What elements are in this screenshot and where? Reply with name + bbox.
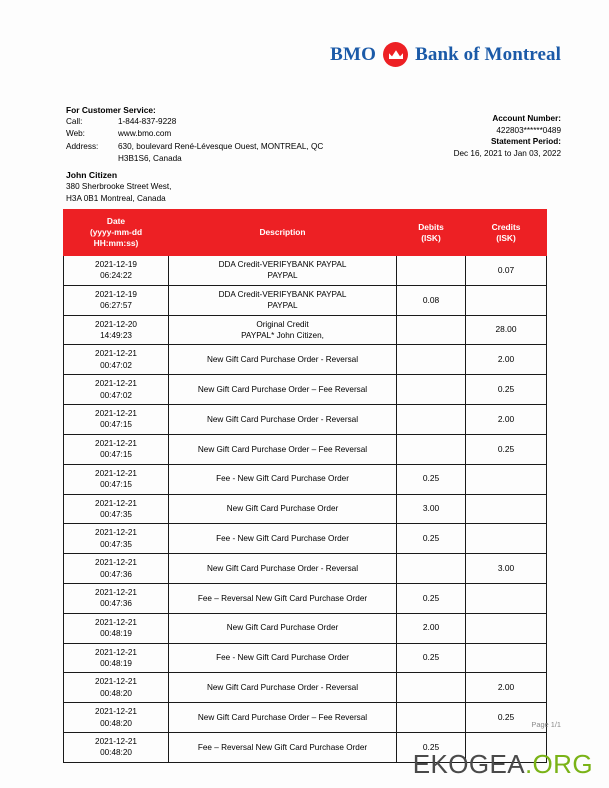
transactions-table xyxy=(63,209,547,763)
date-line-2: 00:48:20 xyxy=(100,718,132,728)
cell-description xyxy=(169,703,397,733)
date-line-1: 2021-12-21 xyxy=(95,438,137,448)
cell-credit xyxy=(466,494,547,524)
web-label: Web: xyxy=(66,129,85,139)
cell-description xyxy=(169,733,397,763)
date-line-2: 00:47:15 xyxy=(100,450,132,460)
bmo-roundel-icon xyxy=(383,42,408,67)
cell-description xyxy=(169,345,397,375)
cell-date xyxy=(64,524,169,554)
cell-debit: 3.00 xyxy=(397,494,466,524)
cell-debit xyxy=(397,345,466,375)
cell-description xyxy=(169,315,397,345)
table-row xyxy=(64,583,547,613)
description-line-1: Fee – Reversal New Gift Card Purchase Order xyxy=(197,742,368,752)
date-line-1: 2021-12-20 xyxy=(95,319,137,329)
cell-date xyxy=(64,464,169,494)
column-header-date xyxy=(64,210,169,256)
date-line-2: 00:47:36 xyxy=(100,569,132,579)
description-line-1: New Gift Card Purchase Order – Fee Reversal xyxy=(197,712,368,722)
date-header-line-3: HH:mm:ss) xyxy=(93,238,139,248)
date-line-1: 2021-12-21 xyxy=(95,617,137,627)
cell-credit xyxy=(466,285,547,315)
table-row xyxy=(64,285,547,315)
description-line-1: New Gift Card Purchase Order xyxy=(226,504,339,514)
customer-address-line-1: 380 Sherbrooke Street West, xyxy=(66,182,172,192)
watermark xyxy=(413,749,593,780)
contact-row-call xyxy=(66,116,323,128)
date-line-1: 2021-12-21 xyxy=(95,409,137,419)
cell-credit xyxy=(466,613,547,643)
date-line-2: 06:24:22 xyxy=(100,271,132,281)
date-line-2: 00:48:19 xyxy=(100,658,132,668)
address-label: Address: xyxy=(66,141,99,151)
cell-date xyxy=(64,703,169,733)
date-line-2: 00:47:15 xyxy=(100,420,132,430)
cell-description xyxy=(169,673,397,703)
cell-description xyxy=(169,583,397,613)
table-row xyxy=(64,315,547,345)
bmo-logo xyxy=(330,42,561,67)
cell-debit xyxy=(397,405,466,435)
cell-date xyxy=(64,643,169,673)
cell-debit xyxy=(397,673,466,703)
date-line-2: 00:48:20 xyxy=(100,748,132,758)
date-line-1: 2021-12-21 xyxy=(95,349,137,359)
transactions-table-body xyxy=(64,256,547,763)
cell-credit: 0.07 xyxy=(466,256,547,286)
cell-debit: 0.25 xyxy=(397,643,466,673)
cell-debit: 0.25 xyxy=(397,464,466,494)
cell-credit xyxy=(466,583,547,613)
cell-credit xyxy=(466,464,547,494)
date-line-1: 2021-12-21 xyxy=(95,558,137,568)
bmo-name-text: Bank of Montreal xyxy=(415,43,561,65)
date-line-2: 00:47:36 xyxy=(100,599,132,609)
table-row xyxy=(64,703,547,733)
description-line-1: New Gift Card Purchase Order - Reversal xyxy=(206,683,359,693)
watermark-tld: .ORG xyxy=(524,749,593,779)
table-row xyxy=(64,405,547,435)
cell-debit xyxy=(397,554,466,584)
debits-header-line-2: (ISK) xyxy=(421,232,441,243)
description-line-1: New Gift Card Purchase Order xyxy=(226,623,339,633)
description-line-1: New Gift Card Purchase Order - Reversal xyxy=(206,414,359,424)
cell-debit: 0.08 xyxy=(397,285,466,315)
table-row xyxy=(64,554,547,584)
description-line-1: Fee - New Gift Card Purchase Order xyxy=(216,474,349,484)
date-line-2: 00:48:20 xyxy=(100,688,132,698)
date-header-line-1: Date xyxy=(106,216,126,226)
table-row xyxy=(64,673,547,703)
cell-description xyxy=(169,434,397,464)
cell-date xyxy=(64,285,169,315)
description-line-1: Fee – Reversal New Gift Card Purchase Order xyxy=(197,593,368,603)
cell-date xyxy=(64,583,169,613)
description-line-1: New Gift Card Purchase Order – Fee Reversal xyxy=(197,384,368,394)
statement-period-label: Statement Period: xyxy=(490,137,561,147)
address-line-2: H3B1S6, Canada xyxy=(118,153,182,163)
cell-credit: 0.25 xyxy=(466,375,547,405)
cell-credit: 2.00 xyxy=(466,405,547,435)
bmo-abbr-text: BMO xyxy=(330,43,377,65)
table-header-row xyxy=(64,210,547,256)
cell-date xyxy=(64,345,169,375)
date-line-1: 2021-12-21 xyxy=(95,379,137,389)
account-number-value: 422803******0489 xyxy=(496,125,561,135)
date-line-1: 2021-12-19 xyxy=(95,289,137,299)
cell-credit: 0.25 xyxy=(466,703,547,733)
cell-credit xyxy=(466,524,547,554)
cell-debit xyxy=(397,315,466,345)
cell-debit xyxy=(397,703,466,733)
statement-period-value: Dec 16, 2021 to Jan 03, 2022 xyxy=(453,148,561,158)
cell-date xyxy=(64,733,169,763)
description-line-2: PAYPAL* John Citizen, xyxy=(241,331,324,341)
table-row xyxy=(64,345,547,375)
cell-date xyxy=(64,315,169,345)
column-header-debits xyxy=(397,210,466,256)
date-line-1: 2021-12-19 xyxy=(95,260,137,269)
date-header-line-2: (yyyy-mm-dd xyxy=(89,227,143,237)
date-line-1: 2021-12-21 xyxy=(95,498,137,508)
credits-header-line-1: Credits xyxy=(491,221,521,232)
column-header-credits xyxy=(466,210,547,256)
table-row xyxy=(64,643,547,673)
table-row xyxy=(64,613,547,643)
cell-credit: 28.00 xyxy=(466,315,547,345)
cell-description xyxy=(169,494,397,524)
description-line-1: DDA Credit-VERIFYBANK PAYPAL xyxy=(218,260,347,269)
customer-name: John Citizen xyxy=(66,170,118,181)
cell-debit xyxy=(397,375,466,405)
date-line-2: 06:27:57 xyxy=(100,301,132,311)
page-number: Page 1/1 xyxy=(531,720,561,729)
call-value: 1-844-837-9228 xyxy=(118,117,177,127)
table-row xyxy=(64,524,547,554)
account-info-block xyxy=(454,113,561,159)
date-line-2: 00:47:15 xyxy=(100,480,132,490)
description-line-1: Fee - New Gift Card Purchase Order xyxy=(216,653,349,663)
cell-date xyxy=(64,375,169,405)
web-value[interactable]: www.bmo.com xyxy=(118,129,172,139)
description-line-1: New Gift Card Purchase Order – Fee Reversal xyxy=(197,444,368,454)
column-header-description: Description xyxy=(169,210,397,256)
description-line-1: Original Credit xyxy=(256,319,309,329)
cell-debit: 0.25 xyxy=(397,524,466,554)
description-line-2: PAYPAL xyxy=(267,271,298,281)
date-line-2: 00:47:35 xyxy=(100,539,132,549)
date-line-2: 14:49:23 xyxy=(100,331,132,341)
customer-service-heading: For Customer Service: xyxy=(66,105,156,115)
date-line-2: 00:47:35 xyxy=(100,509,132,519)
cell-debit xyxy=(397,256,466,286)
cell-description xyxy=(169,375,397,405)
cell-debit: 0.25 xyxy=(397,733,466,763)
credits-header-line-2: (ISK) xyxy=(496,232,516,243)
cell-description xyxy=(169,613,397,643)
transactions-table-head xyxy=(64,210,547,256)
cell-debit xyxy=(397,434,466,464)
table-row xyxy=(64,434,547,464)
table-row xyxy=(64,464,547,494)
cell-description xyxy=(169,464,397,494)
cell-credit: 3.00 xyxy=(466,554,547,584)
date-line-2: 00:48:19 xyxy=(100,629,132,639)
cell-description xyxy=(169,554,397,584)
customer-service-table xyxy=(66,116,323,165)
description-line-1: New Gift Card Purchase Order - Reversal xyxy=(206,563,359,573)
cell-date xyxy=(64,494,169,524)
call-label: Call: xyxy=(66,117,83,127)
cell-debit: 0.25 xyxy=(397,583,466,613)
cell-description xyxy=(169,524,397,554)
date-line-1: 2021-12-21 xyxy=(95,468,137,478)
cell-date xyxy=(64,554,169,584)
cell-description xyxy=(169,256,397,286)
cell-credit: 2.00 xyxy=(466,673,547,703)
customer-service-block xyxy=(66,104,323,206)
cell-date xyxy=(64,613,169,643)
date-line-2: 00:47:02 xyxy=(100,360,132,370)
date-line-1: 2021-12-21 xyxy=(95,587,137,597)
contact-row-address xyxy=(66,141,323,165)
table-row xyxy=(64,256,547,286)
account-number-label: Account Number: xyxy=(492,114,561,123)
cell-description xyxy=(169,405,397,435)
address-value xyxy=(118,141,323,165)
description-line-1: New Gift Card Purchase Order - Reversal xyxy=(206,355,359,365)
debits-header-line-1: Debits xyxy=(418,221,444,232)
cell-credit xyxy=(466,643,547,673)
date-line-1: 2021-12-21 xyxy=(95,647,137,657)
date-line-1: 2021-12-21 xyxy=(95,707,137,717)
cell-debit: 2.00 xyxy=(397,613,466,643)
customer-address-line-2: H3A 0B1 Montreal, Canada xyxy=(66,194,166,204)
cell-date xyxy=(64,256,169,286)
cell-credit: 2.00 xyxy=(466,345,547,375)
date-line-1: 2021-12-21 xyxy=(95,677,137,687)
date-line-1: 2021-12-21 xyxy=(95,528,137,538)
date-line-1: 2021-12-21 xyxy=(95,737,137,746)
description-line-1: DDA Credit-VERIFYBANK PAYPAL xyxy=(218,289,347,299)
description-line-1: Fee - New Gift Card Purchase Order xyxy=(216,534,349,544)
contact-row-web xyxy=(66,128,323,140)
watermark-name: EKOGEA xyxy=(412,749,525,779)
table-row xyxy=(64,494,547,524)
cell-credit: 0.25 xyxy=(466,434,547,464)
cell-description xyxy=(169,643,397,673)
table-row xyxy=(64,375,547,405)
cell-description xyxy=(169,285,397,315)
date-line-2: 00:47:02 xyxy=(100,390,132,400)
cell-date xyxy=(64,405,169,435)
address-line-1: 630, boulevard René-Lévesque Ouest, MONTREAL, QC xyxy=(118,141,324,151)
description-line-2: PAYPAL xyxy=(267,301,298,311)
cell-date xyxy=(64,434,169,464)
cell-date xyxy=(64,673,169,703)
